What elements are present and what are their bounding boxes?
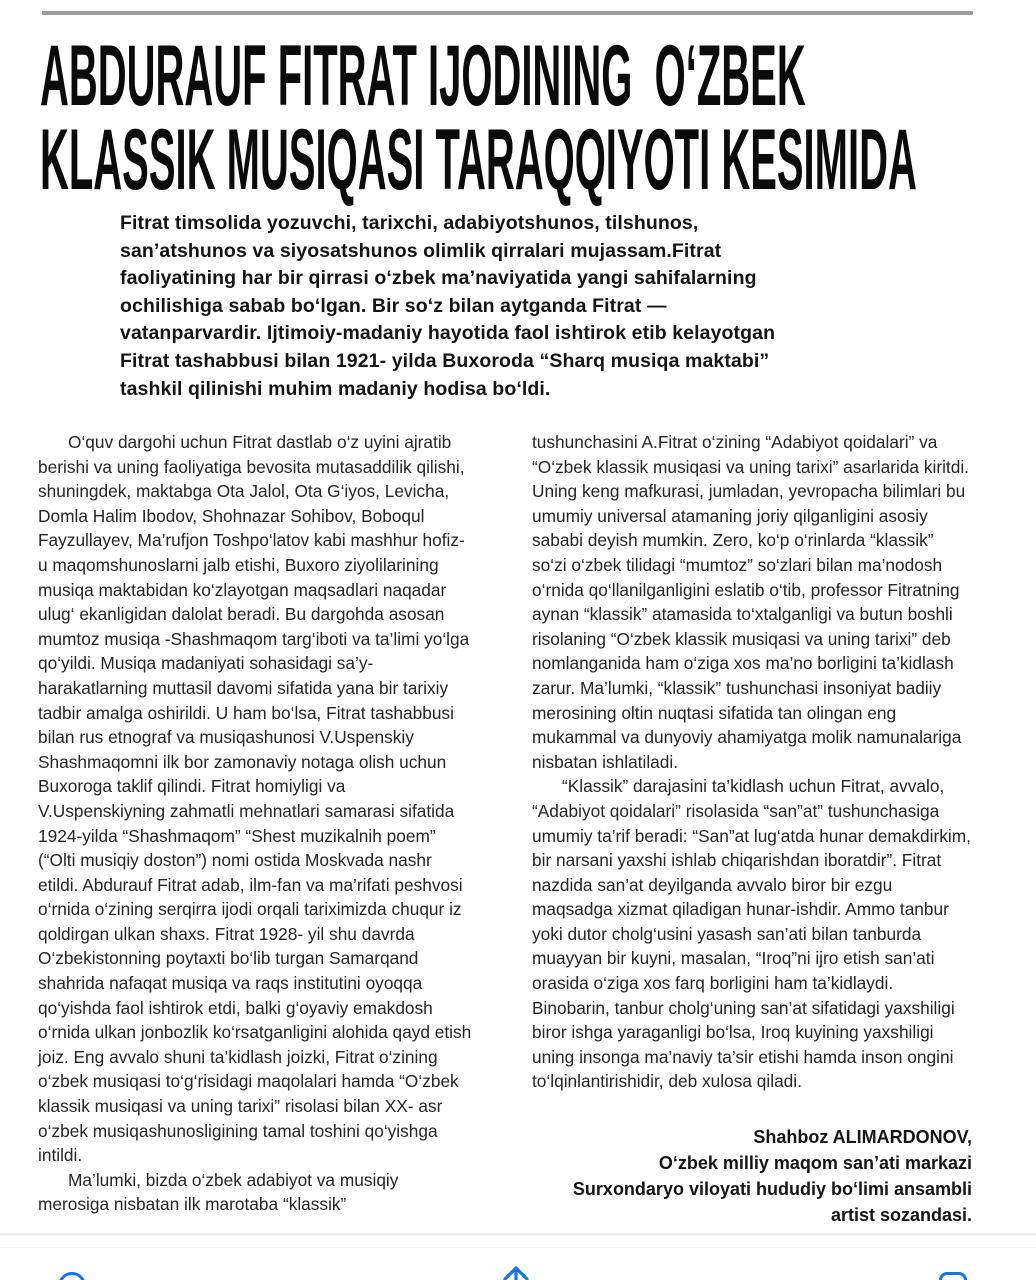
body-paragraph: O‘quv dargohi uchun Fitrat dastlab o‘z uyini ajratib berishi va uning faoliyatiga bevosita mutasaddilik qilishi, shuningdek, maktabga Ota Jalol, Ota G‘iyos, Levicha, Domla Halim Ibodov, Shohnazar Sohibov, Boboqul Fayzullayev, Ma’rufjon Toshpo‘latov kabi mashhur hofiz-u maqomshunoslarni jalb etishi, Buxoro ziyolilarining musiqa maktabidan ko‘zlayotgan maqsadlari naqadar ulug‘ ekanligidan dalolat beradi. Bu dargohda asosan mumtoz musiqa -Shashmaqom targ‘iboti va ta’limi yo‘lga qo‘yildi. Musiqa madaniyati sohasidagi sa’y-harakatlarning muttasil davomi sifatida yana bir tarixiy tadbir amalga oshirildi. U ham bo‘lsa, Fitrat tashabbusi bilan rus etnograf va musiqashunosi V.Uspenskiy Shashmaqomni ilk bor zamonaviy notaga olish uchun Buxoroga taklif qilindi. Fitrat homiyligi va V.Uspenskiyning zahmatli mehnatlari samarasi sifatida 1924-yilda “Shashmaqom” “Shest muzikalnih poem” (“Olti musiqiy doston”) nomi ostida Moskvada nashr etildi. Abdurauf Fitrat adab, ilm-fan va ma’rifati peshvosi o‘rnida o‘zining serqirra ijodi orqali tariximizda chuqur iz qoldirgan ulkan shaxs. Fitrat 1928- yil shu davrda O‘zbekistonning poytaxti bo‘lib turgan Samarqand shahrida nafaqat musiqa va raqs institutini oyoqqa qo‘yishda faol ishtirok etdi, balki g‘oyaviy emakdosh o‘rnida ulkan jonbozlik ko‘rsatganligini alohida qayd etish joiz. Eng avvalo shuni ta’kidlash joizki, Fitrat o‘zining o‘zbek musiqasi to‘g‘risidagi maqolalari hamda “O‘zbek klassik musiqasi va uning tarixi” risolasi bilan XX- asr o‘zbek musiqashunosligining tamal toshini qo‘yishga intildi. bbox=[38, 432, 472, 1166]
toolbar-inner-line bbox=[0, 1247, 1036, 1248]
signature-line: Shahboz ALIMARDONOV, bbox=[753, 1127, 972, 1148]
lede-line: san’atshunos va siyosatshunos olimlik qirralari mujassam.Fitrat bbox=[120, 239, 722, 262]
body-paragraph: tushunchasini A.Fitrat o‘zining “Adabiyot qoidalari” va “O‘zbek klassik musiqasi va uning tarixi” asarlarida kiritdi. Uning keng mafkurasi, jumladan, yevropacha bilimlari bu umumiy universal atamaning joriy qilganligini asosiy sababi deyish mumkin. Zero, ko‘p o‘rinlarda “klassik” so‘zi o‘zbek tilidagi “mumtoz” so‘zlari bilan ma’nodosh o‘rnida qo‘llanilganligini eslatib o‘tib, professor Fitratning aynan “klassik” atamasida to‘xtalganligi va butun boshli risolaning “O‘zbek klassik musiqasi va uning tarixi” deb nomlanganida ham o‘ziga xos ma’no borligini ta’kidlash zarur. Ma’lumki, “klassik” tushunchasi insoniyat badiiy merosining oltin nuqtasi sifatida tan olingan eng mukammal va dunyoviy ahamiyatga molik namunalariga nisbatan ishlatiladi. bbox=[532, 432, 969, 772]
lede-line: Fitrat timsolida yozuvchi, tarixchi, adabiyotshunos, tilshunos, bbox=[120, 212, 699, 234]
lede-line: ochilishiga sabab bo‘lgan. Bir so‘z bilan aytganda Fitrat — bbox=[120, 294, 667, 317]
top-rule-divider bbox=[42, 11, 973, 15]
profile-icon[interactable] bbox=[58, 1272, 86, 1280]
signature-line: O‘zbek milliy maqom san’ati markazi bbox=[658, 1153, 972, 1174]
bottom-toolbar bbox=[0, 1233, 1036, 1280]
author-signature bbox=[532, 1124, 972, 1228]
signature-line: artist sozandasi. bbox=[830, 1205, 972, 1226]
bookmark-icon[interactable] bbox=[939, 1272, 967, 1280]
headline-line-1: ABDURAUF FITRAT IJODINING O‘ZBEK bbox=[40, 28, 806, 124]
body-column-right bbox=[532, 430, 972, 1228]
share-icon[interactable] bbox=[502, 1266, 530, 1280]
body-paragraph: Ma’lumki, bizda o‘zbek adabiyot va musiqiy merosiga nisbatan ilk marotaba “klassik” bbox=[38, 1169, 399, 1215]
body-column-left bbox=[38, 430, 474, 1217]
lede-line: tashkil qilinishi muhim madaniy hodisa bo‘ldi. bbox=[120, 377, 551, 400]
lede-line: vatanparvardir. Ijtimoiy-madaniy hayotida faol ishtirok etib kelayotgan bbox=[120, 322, 776, 345]
lede-line: Fitrat tashabbusi bilan 1921- yilda Buxoroda “Sharq musiqa maktabi” bbox=[120, 349, 770, 372]
signature-line: Surxondaryo viloyati hududiy bo‘limi ansambli bbox=[572, 1179, 972, 1200]
article-lede bbox=[120, 210, 960, 403]
lede-line: faoliyatining har bir qirrasi o‘zbek ma’naviyatida yangi sahifalarning bbox=[120, 267, 757, 290]
article-headline bbox=[40, 28, 1036, 208]
headline-line-2: KLASSIK MUSIQASI TARAQQIYOTI KESIMIDA bbox=[40, 112, 917, 208]
body-paragraph: “Klassik” darajasini ta’kidlash uchun Fitrat, avvalo, “Adabiyot qoidalari” risolasida “san”at” tushunchasiga umumiy ta’rif beradi: “San”at lug‘atda hunar demakdirkim, bir narsani yaxshi ishlab chiqarishdan iboratdir”. Fitrat nazdida san’at deyilganda avvalo biror bir ezgu maqsadga xizmat qiladigan hunar-ishdir. Ammo tanbur yoki dutor cholg‘usini yasash san’ati bilan tanburda muayyan bir kuyni, masalan, “Iroq”ni ijro etish san’ati orasida o‘ziga xos farq borligini ham ta’kidlaydi. Binobarin, tanbur cholg‘uning san’at sifatidagi yaxshiligi biror ishga yaraganligi bo‘lsa, Iroq kuyining yaxshiligi uning insonga ma’naviy ta’sir etishi hamda inson ongini to‘lqinlantirishidir, deb xulosa qiladi. bbox=[532, 776, 971, 1092]
